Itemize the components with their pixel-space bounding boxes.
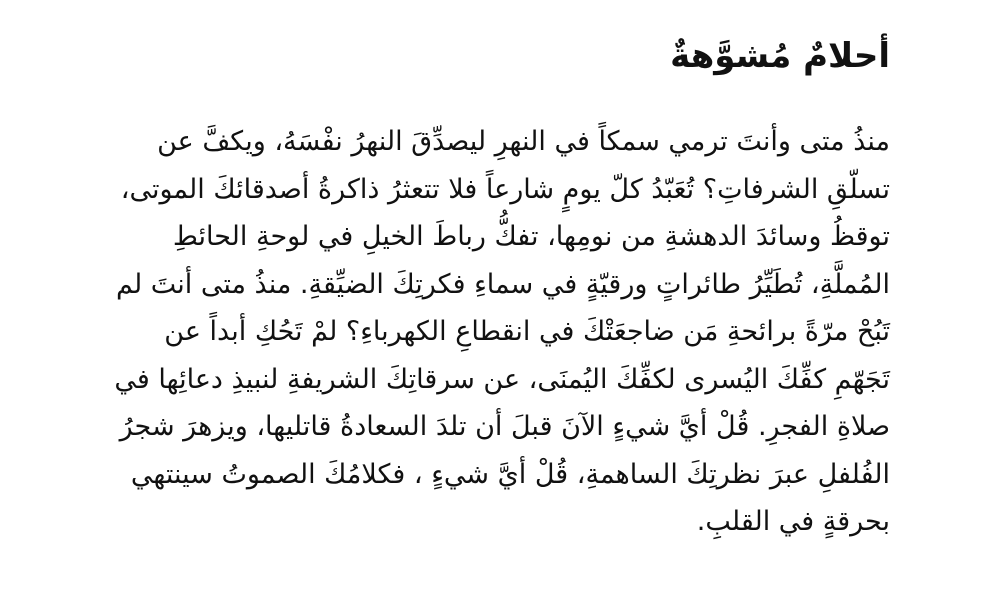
- poem-title: أحلامٌ مُشوَّهةٌ: [670, 36, 890, 76]
- poem-line: صلاةِ الفجرِ. قُلْ أيَّ شيءٍ الآنَ قبلَ أن تلدَ السعادةُ قاتليها، ويزهرَ شجرُ: [119, 411, 890, 442]
- poem-line: تَبُحْ مرّةً برائحةِ مَن ضاجعَتْكَ في انقطاعِ الكهرباءِ؟ لمْ تَحُكِ أبداً عن: [164, 316, 890, 347]
- poem-line: تَجَهّمِ كفِّكَ اليُسرى لكفِّكَ اليُمنَى، عن سرقاتِكَ الشريفةِ لنبيذِ دعائِها في: [114, 363, 890, 395]
- poem-line: توقظُ وسائدَ الدهشةِ من نومِها، تفكُّ رباطَ الخيلِ في لوحةِ الحائطِ: [172, 221, 890, 252]
- poem-body: [114, 118, 890, 546]
- poem-line: تسلّقِ الشرفاتِ؟ تُعَبّدُ كلّ يومٍ شارعاً فلا تتعثرُ ذاكرةُ أصدقائكَ الموتى،: [120, 173, 890, 205]
- poem-line: منذُ متى وأنتَ ترمي سمكاً في النهرِ ليصدِّقَ النهرُ نفْسَهُ، ويكفَّ عن: [157, 126, 890, 157]
- poem-line: الفُلفلِ عبرَ نظرتِكَ الساهمةِ، قُلْ أيَّ شيءٍ ، فكلامُكَ الصموتُ سينتهي: [130, 458, 890, 490]
- poem-line: المُملَّةِ، تُطَيِّرُ طائراتٍ ورقيّةٍ في سماءِ فكرتِكَ الضيِّقةِ. منذُ متى أنتَ لم: [115, 268, 890, 300]
- poem-line: بحرقةٍ في القلبِ.: [696, 506, 890, 537]
